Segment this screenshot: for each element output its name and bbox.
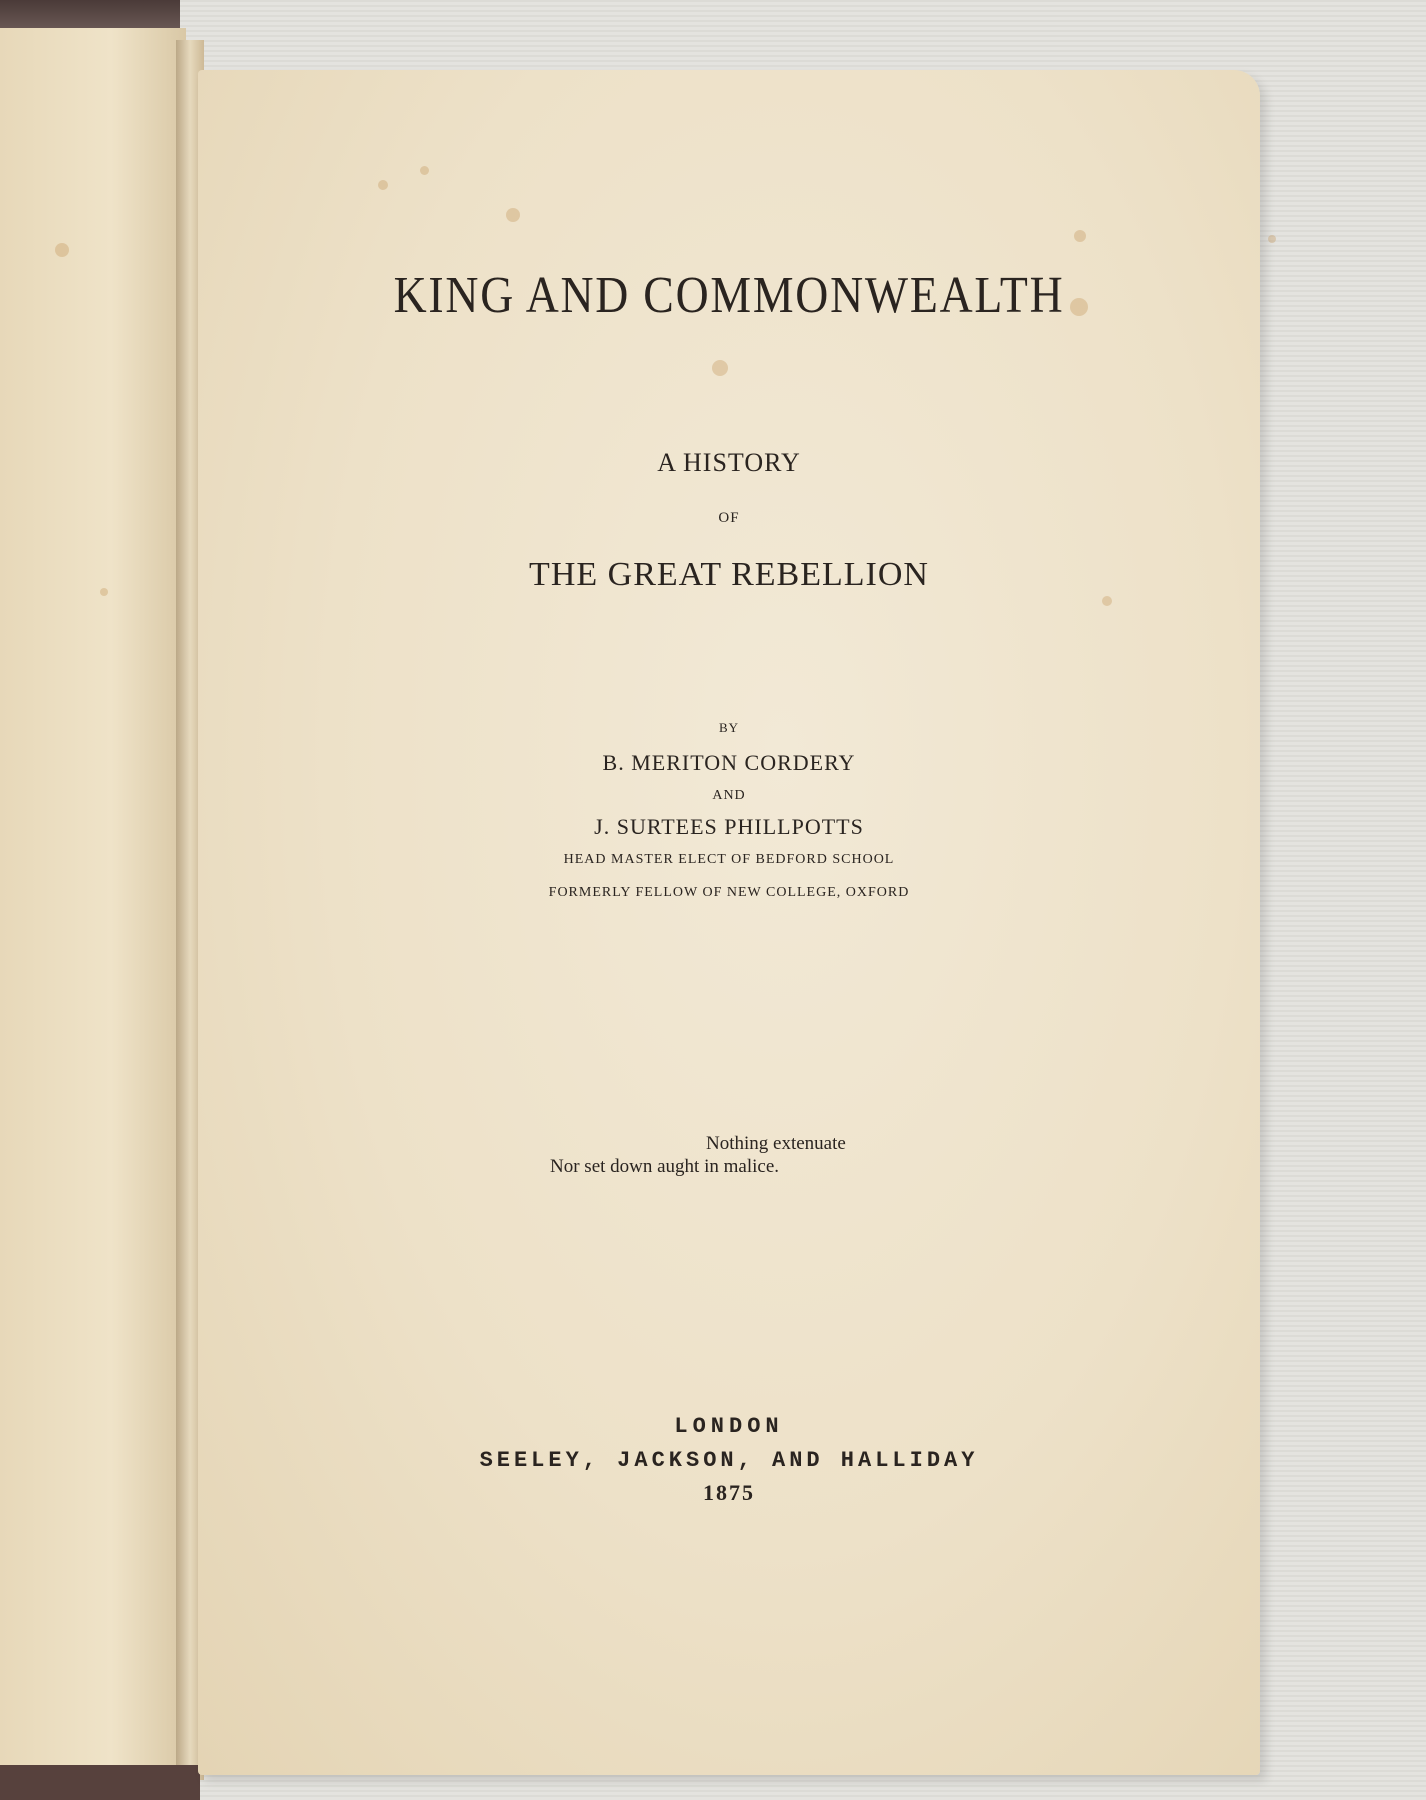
foxing-spot xyxy=(1268,235,1276,243)
book-cover-top xyxy=(0,0,180,30)
subtitle-line-1: A HISTORY xyxy=(657,448,801,477)
imprint-city: LONDON xyxy=(674,1414,784,1439)
imprint-year: 1875 xyxy=(703,1480,755,1505)
book-cover-bottom xyxy=(0,1765,200,1800)
author-1: B. MERITON CORDERY xyxy=(602,750,856,775)
author-credential-1: HEAD MASTER ELECT OF BEDFORD SCHOOL xyxy=(563,852,895,867)
foxing-spot xyxy=(1102,596,1112,606)
left-page xyxy=(0,28,186,1783)
foxing-spot xyxy=(1074,230,1086,242)
foxing-spot xyxy=(55,243,69,257)
author-credential-2: FORMERLY FELLOW OF NEW COLLEGE, OXFORD xyxy=(548,885,910,900)
epigraph-line-1: Nothing extenuate xyxy=(706,1133,846,1154)
foxing-spot xyxy=(420,166,429,175)
foxing-spot xyxy=(100,588,108,596)
title-page xyxy=(198,70,1260,1775)
by-label: BY xyxy=(718,720,740,735)
author-2: J. SURTEES PHILLPOTTS xyxy=(594,814,864,839)
foxing-spot xyxy=(506,208,520,222)
subtitle-line-2: THE GREAT REBELLION xyxy=(529,556,929,593)
foxing-spot xyxy=(378,180,388,190)
epigraph-line-2: Nor set down aught in malice. xyxy=(550,1156,780,1177)
subtitle-of: OF xyxy=(718,510,740,526)
book-title: KING AND COMMONWEALTH xyxy=(393,267,1065,324)
and-label: AND xyxy=(712,788,746,803)
foxing-spot xyxy=(712,360,728,376)
imprint-publisher: SEELEY, JACKSON, AND HALLIDAY xyxy=(479,1448,979,1473)
